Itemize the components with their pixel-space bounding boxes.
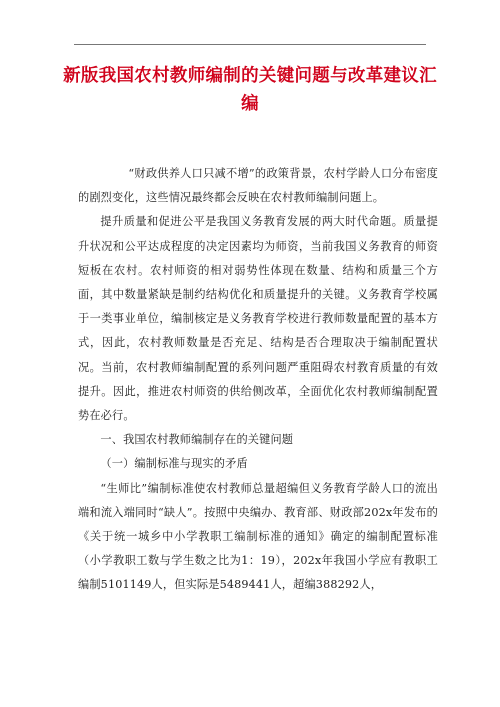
document-body bbox=[78, 162, 438, 598]
header-rule bbox=[74, 44, 426, 45]
paragraph-2: 提升质量和促进公平是我国义务教育发展的两大时代命题。质量提升状况和公平达成程度的决定因素均为师资，当前我国义务教育的师资短板在农村。农村师资的相对弱势性体现在数量、结构和质量三个方面，其中数量紧缺是制约结构优化和质量提升的关键。义务教育学校属于一类事业单位，编制核定是义务教育学校进行教师数量配置的基本方式，因此，农村教师数量是否充足、结构是否合理取决于编制配置状况。当前，农村教师编制配置的系列问题严重阻碍农村教育质量的有效提升。因此，推进农村师资的供给侧改革，全面优化农村教师编制配置势在必行。 bbox=[78, 215, 438, 423]
document-title: 新版我国农村教师编制的关键问题与改革建议汇编 bbox=[63, 66, 437, 114]
subsection-heading-1: （一）编制标准与现实的矛盾 bbox=[100, 457, 248, 471]
paragraph-1: “财政供养人口只减不增”的政策背景，农村学龄人口分布密度的剧烈变化，这些情况最终都会反映在农村教师编制问题上。 bbox=[78, 167, 438, 205]
paragraph-3: “生师比”编制标准使农村教师总量超编但义务教育学龄人口的流出端和流入端同时“缺人”。按照中央编办、教育部、财政部202x年发布的《关于统一城乡中小学教职工编制标准的通知》确定的编制配置标准（小学教职工数与学生数之比为1：19），202x年我国小学应有教职工编制5101149人，但实际是5489441人，超编388292人， bbox=[78, 481, 438, 592]
section-heading-1: 一、我国农村教师编制存在的关键问题 bbox=[100, 433, 294, 447]
